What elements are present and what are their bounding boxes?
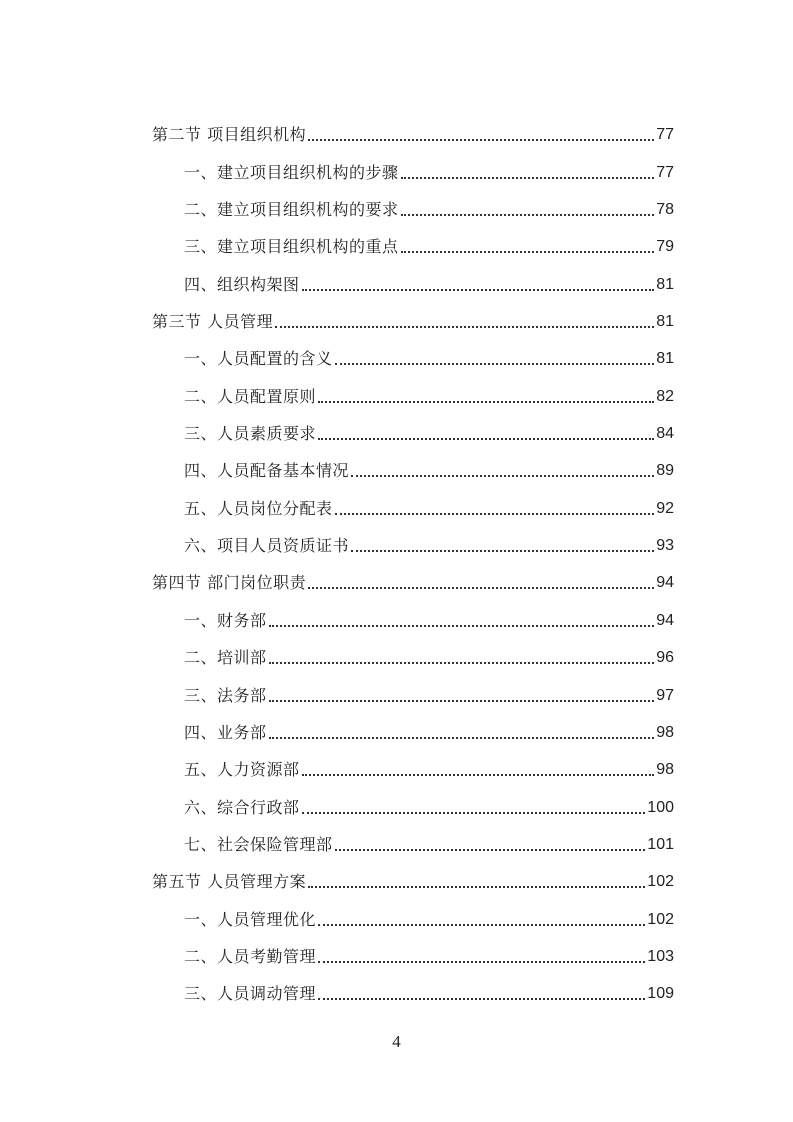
toc-entry[interactable] <box>152 818 674 855</box>
toc-entry-page: 101 <box>647 835 674 853</box>
toc-entry-page: 98 <box>656 723 674 741</box>
toc-entry-section-2[interactable] <box>152 108 674 145</box>
dot-leader <box>308 886 645 888</box>
toc-entry-title: 一、财务部 <box>184 610 267 630</box>
toc-entry-page: 79 <box>656 238 674 256</box>
toc-entry-section-4[interactable] <box>152 556 674 593</box>
toc-entry[interactable] <box>152 743 674 780</box>
toc-entry[interactable] <box>152 967 674 1004</box>
toc-entry-page: 92 <box>656 499 674 517</box>
toc-entry[interactable] <box>152 257 674 294</box>
toc-entry[interactable] <box>152 519 674 556</box>
dot-leader <box>335 849 646 851</box>
toc-entry[interactable] <box>152 183 674 220</box>
toc-entry-page: 109 <box>647 985 674 1003</box>
dot-leader <box>401 177 655 179</box>
toc-entry-page: 96 <box>656 649 674 667</box>
toc-entry-title: 五、人员岗位分配表 <box>184 498 333 518</box>
dot-leader <box>269 700 655 702</box>
toc-entry-page: 82 <box>656 387 674 405</box>
toc-entry[interactable] <box>152 631 674 668</box>
toc-entry-page: 84 <box>656 425 674 443</box>
dot-leader <box>318 924 645 926</box>
dot-leader <box>275 326 654 328</box>
dot-leader <box>269 625 655 627</box>
dot-leader <box>302 774 655 776</box>
toc-entry[interactable] <box>152 444 674 481</box>
toc-entry-page: 78 <box>656 201 674 219</box>
dot-leader <box>302 812 646 814</box>
toc-entry[interactable] <box>152 332 674 369</box>
toc-entry-page: 81 <box>656 275 674 293</box>
toc-entry-title: 五、人力资源部 <box>184 760 300 780</box>
toc-entry-page: 102 <box>647 910 674 928</box>
toc-entry[interactable] <box>152 145 674 182</box>
toc-entry-page: 102 <box>647 873 674 891</box>
table-of-contents <box>152 108 674 1004</box>
toc-entry-title: 三、建立项目组织机构的重点 <box>184 237 399 257</box>
dot-leader <box>318 961 645 963</box>
toc-entry-page: 94 <box>656 611 674 629</box>
dot-leader <box>335 513 655 515</box>
toc-entry-page: 98 <box>656 761 674 779</box>
toc-entry-title: 二、培训部 <box>184 648 267 668</box>
toc-entry-page: 81 <box>656 350 674 368</box>
toc-entry-title: 四、业务部 <box>184 722 267 742</box>
toc-entry[interactable] <box>152 780 674 817</box>
toc-entry[interactable] <box>152 593 674 630</box>
dot-leader <box>318 401 654 403</box>
toc-entry-title: 一、人员配置的含义 <box>184 349 333 369</box>
toc-entry[interactable] <box>152 481 674 518</box>
toc-entry-title: 一、人员管理优化 <box>184 909 317 929</box>
dot-leader <box>318 438 654 440</box>
toc-entry-page: 94 <box>656 574 674 592</box>
dot-leader <box>351 475 654 477</box>
toc-entry-title: 二、建立项目组织机构的要求 <box>184 200 399 220</box>
dot-leader <box>401 251 655 253</box>
page-number: 4 <box>392 1032 401 1051</box>
toc-entry-page: 100 <box>647 798 674 816</box>
toc-entry-page: 97 <box>656 686 674 704</box>
toc-entry-page: 77 <box>656 163 674 181</box>
toc-entry-section-5[interactable] <box>152 855 674 892</box>
toc-entry-title: 三、人员调动管理 <box>184 984 317 1004</box>
toc-entry[interactable] <box>152 706 674 743</box>
dot-leader <box>308 587 654 589</box>
toc-entry-title: 七、社会保险管理部 <box>184 834 333 854</box>
toc-entry-title: 四、人员配备基本情况 <box>184 461 350 481</box>
toc-entry-title: 一、建立项目组织机构的步骤 <box>184 162 399 182</box>
toc-entry-title: 六、项目人员资质证书 <box>184 536 350 556</box>
toc-entry[interactable] <box>152 407 674 444</box>
dot-leader <box>308 139 654 141</box>
toc-entry[interactable] <box>152 369 674 406</box>
toc-entry-title: 六、综合行政部 <box>184 797 300 817</box>
toc-entry-title: 第三节 人员管理 <box>152 312 274 332</box>
toc-entry-title: 三、法务部 <box>184 685 267 705</box>
toc-entry-title: 四、组织构架图 <box>184 274 300 294</box>
dot-leader <box>269 737 655 739</box>
dot-leader <box>351 550 654 552</box>
toc-entry[interactable] <box>152 892 674 929</box>
dot-leader <box>269 662 655 664</box>
toc-entry[interactable] <box>152 930 674 967</box>
toc-entry-title: 第四节 部门岗位职责 <box>152 573 307 593</box>
dot-leader <box>302 289 655 291</box>
toc-entry-title: 二、人员配置原则 <box>184 386 317 406</box>
dot-leader <box>335 363 655 365</box>
toc-entry-title: 二、人员考勤管理 <box>184 946 317 966</box>
toc-entry-page: 93 <box>656 537 674 555</box>
dot-leader <box>401 214 655 216</box>
toc-entry[interactable] <box>152 668 674 705</box>
toc-entry[interactable] <box>152 220 674 257</box>
toc-entry-page: 103 <box>647 947 674 965</box>
dot-leader <box>318 998 645 1000</box>
toc-entry-page: 89 <box>656 462 674 480</box>
toc-entry-page: 77 <box>656 126 674 144</box>
toc-entry-title: 三、人员素质要求 <box>184 424 317 444</box>
toc-entry-section-3[interactable] <box>152 295 674 332</box>
toc-entry-title: 第五节 人员管理方案 <box>152 872 307 892</box>
toc-entry-title: 第二节 项目组织机构 <box>152 125 307 145</box>
toc-entry-page: 81 <box>656 313 674 331</box>
